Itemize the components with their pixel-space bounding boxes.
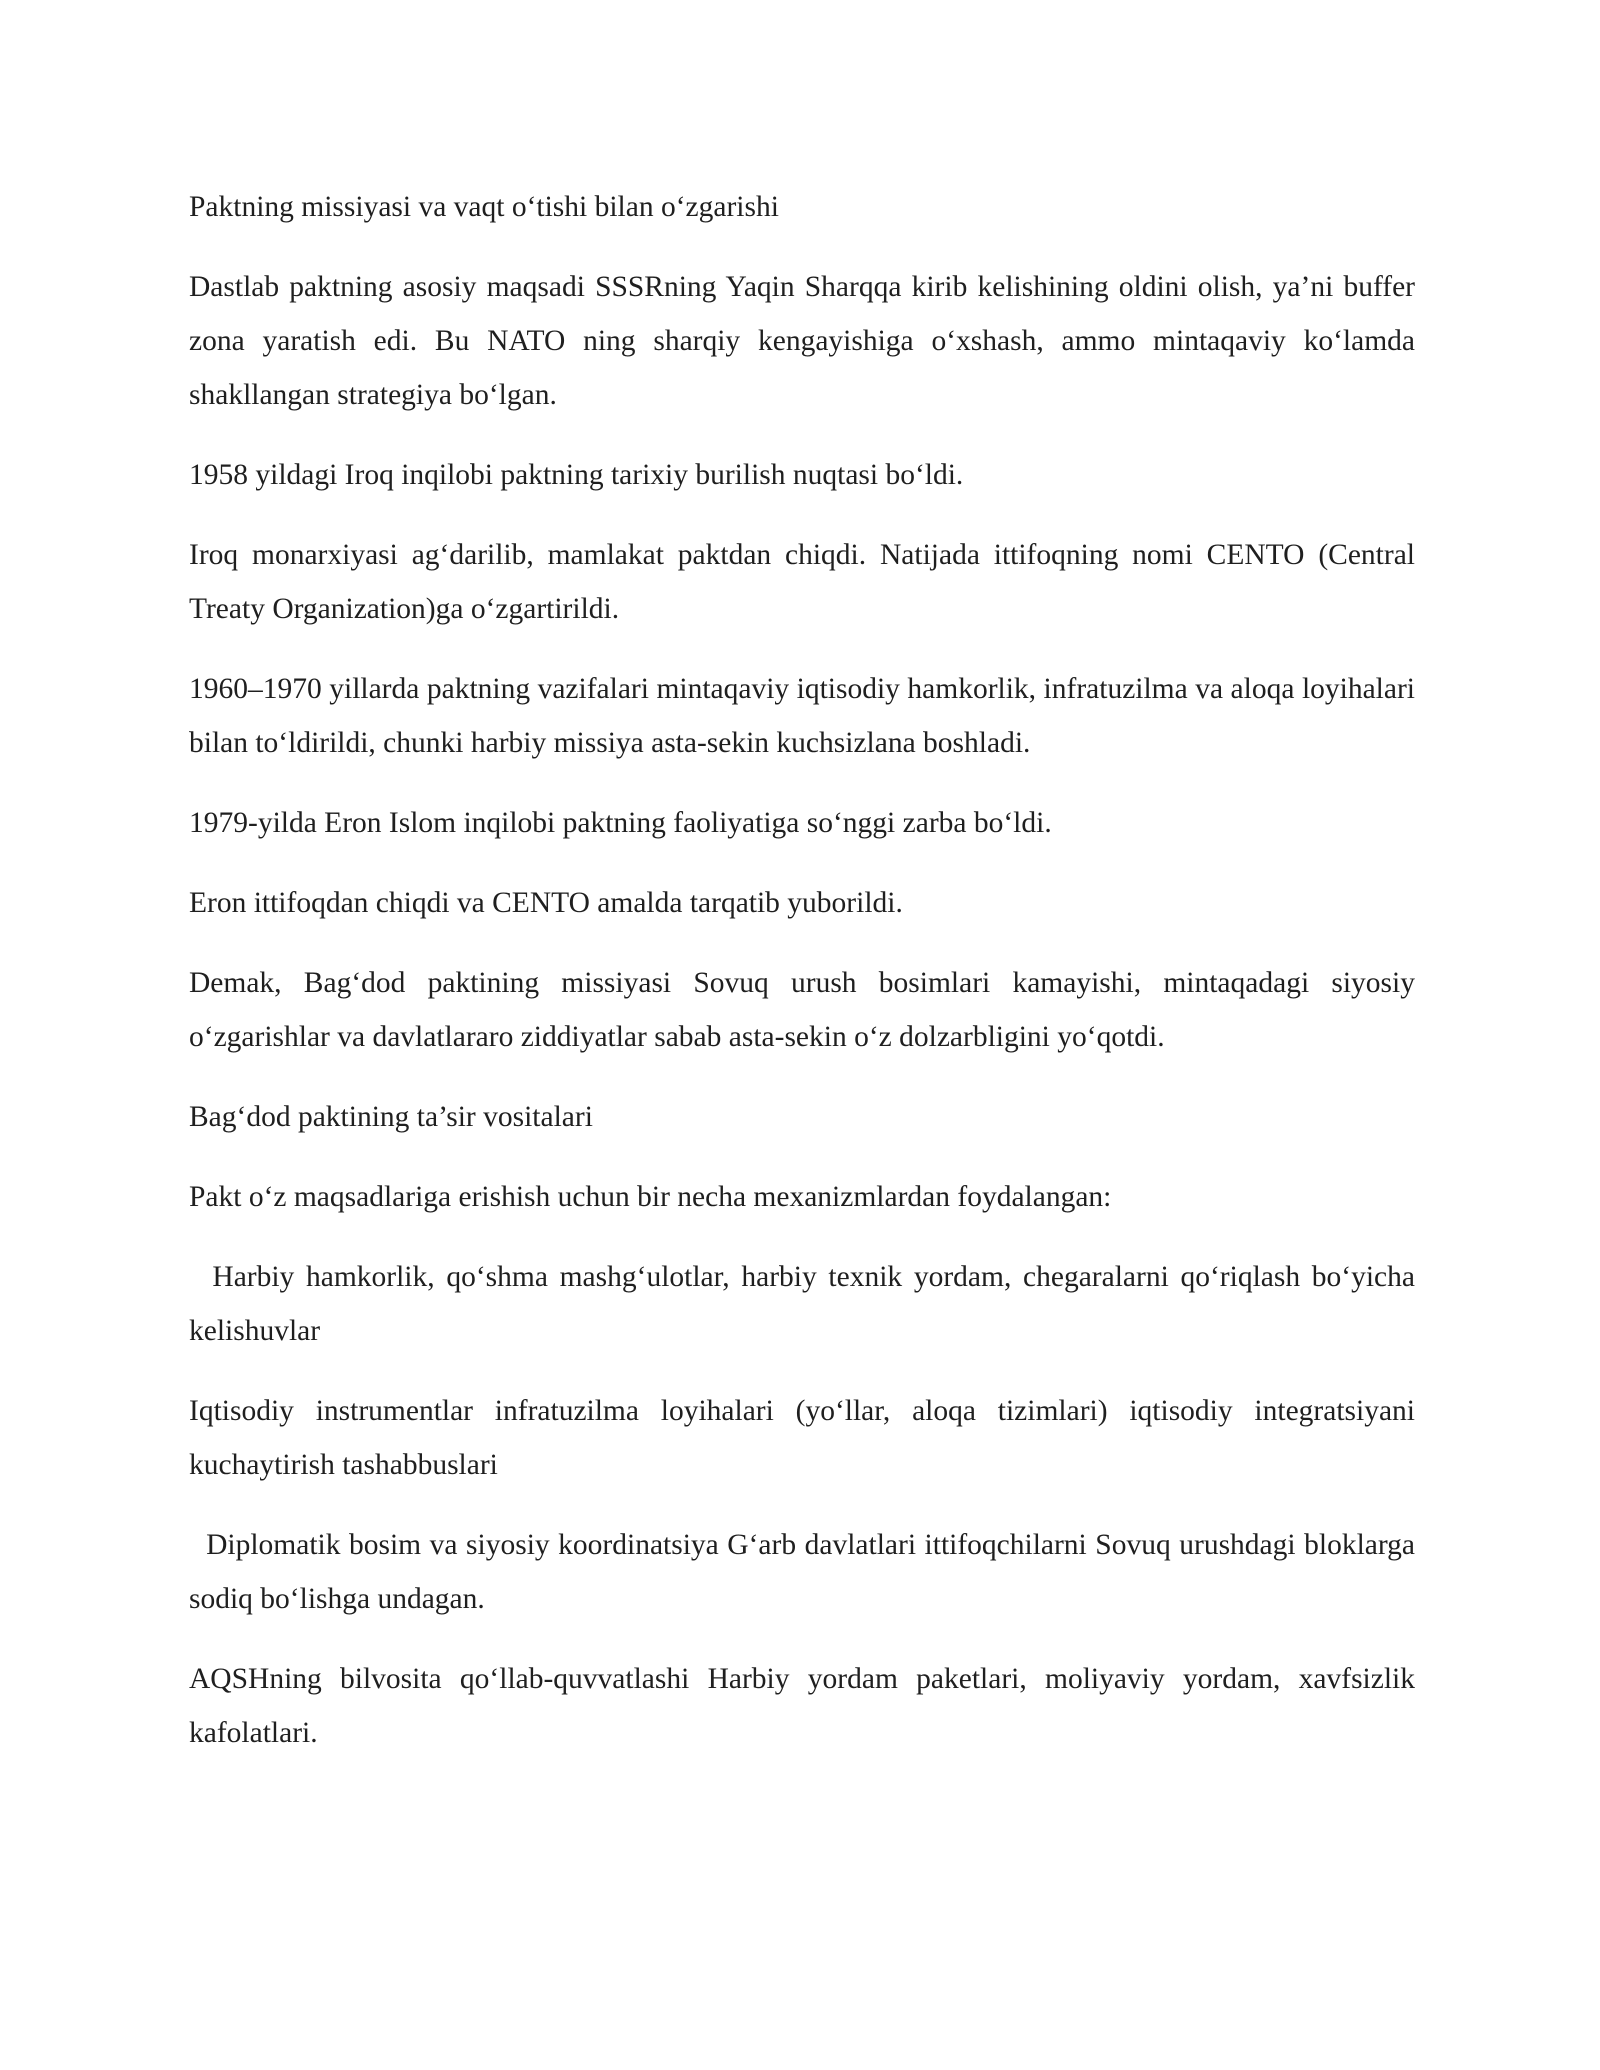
paragraph: Dastlab paktning asosiy maqsadi SSSRning Yaqin Sharqqa kirib kelishining oldini olish, ya’ni buffer zona yaratish edi. Bu NATO ning sharqiy kengayishiga o‘xshash, ammo mintaqaviy ko‘lamda shakllangan strategiya bo‘lgan. [189,271,1415,411]
section-heading: Paktning missiyasi va vaqt o‘tishi bilan o‘zgarishi [189,191,779,223]
paragraph: Demak, Bag‘dod paktining missiyasi Sovuq urush bosimlari kamayishi, mintaqadagi siyosiy o‘zgarishlar va davlatlararo ziddiyatlar sabab asta-sekin o‘z dolzarbligini yo‘qotdi. [189,967,1415,1053]
list-item-paragraph: Iqtisodiy instrumentlar infratuzilma loyihalari (yo‘llar, aloqa tizimlari) iqtisodiy integratsiyani kuchaytirish tashabbuslari [189,1395,1415,1481]
list-item-paragraph: Diplomatik bosim va siyosiy koordinatsiya G‘arb davlatlari ittifoqchilarni Sovuq urushdagi bloklarga sodiq bo‘lishga undagan. [189,1529,1423,1615]
paragraph: Iroq monarxiyasi ag‘darilib, mamlakat paktdan chiqdi. Natijada ittifoqning nomi CENTO (Central Treaty Organization)ga o‘zgartirildi. [189,539,1415,625]
list-item-paragraph: AQSHning bilvosita qo‘llab-quvvatlashi Harbiy yordam paketlari, moliyaviy yordam, xavfsizlik kafolatlari. [189,1663,1415,1749]
list-item-paragraph: Harbiy hamkorlik, qo‘shma mashg‘ulotlar, harbiy texnik yordam, chegaralarni qo‘riqlash bo‘yicha kelishuvlar [189,1261,1423,1347]
paragraph: 1960–1970 yillarda paktning vazifalari mintaqaviy iqtisodiy hamkorlik, infratuzilma va aloqa loyihalari bilan to‘ldirildi, chunki harbiy missiya asta-sekin kuchsizlana boshladi. [189,673,1415,759]
paragraph: 1979-yilda Eron Islom inqilobi paktning faoliyatiga so‘nggi zarba bo‘ldi. [189,807,1052,839]
document-body [189,180,1423,1786]
paragraph: Eron ittifoqdan chiqdi va CENTO amalda tarqatib yuborildi. [189,887,903,919]
paragraph: 1958 yildagi Iroq inqilobi paktning tarixiy burilish nuqtasi bo‘ldi. [189,459,964,491]
section-heading: Bag‘dod paktining ta’sir vositalari [189,1101,593,1133]
paragraph: Pakt o‘z maqsadlariga erishish uchun bir necha mexanizmlardan foydalangan: [189,1181,1112,1213]
